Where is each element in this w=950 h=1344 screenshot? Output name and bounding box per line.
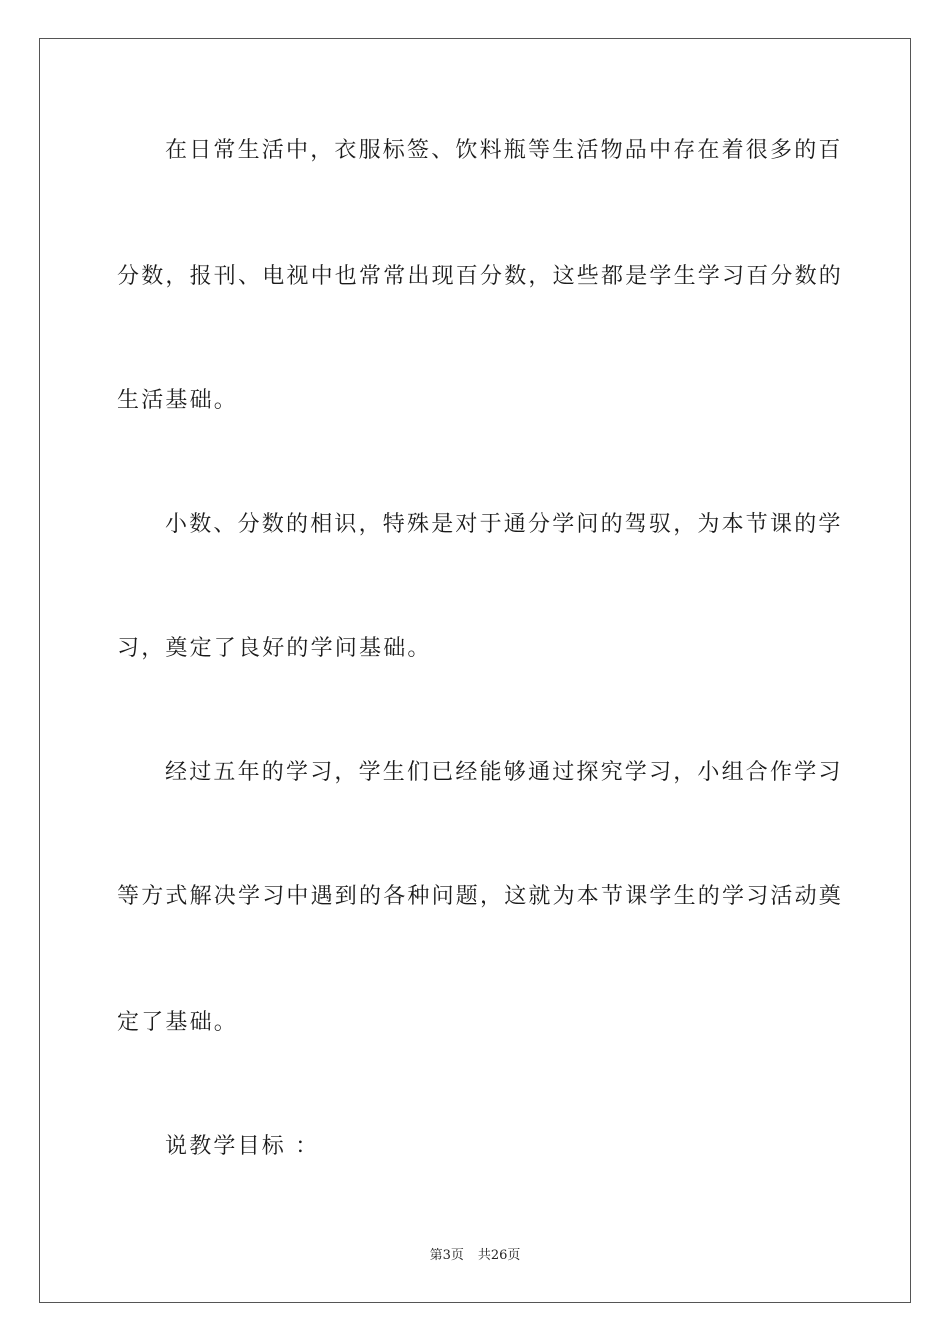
page-border (39, 38, 911, 1303)
paragraph-3-line-3: 定了基础。 (117, 1010, 239, 1035)
paragraph-1-line-3: 生活基础。 (117, 388, 239, 413)
paragraph-3-line-1: 经过五年的学习，学生们已经能够通过探究学习，小组合作学习 (165, 760, 843, 785)
paragraph-1-line-1: 在日常生活中，衣服标签、饮料瓶等生活物品中存在着很多的百 (165, 138, 843, 163)
page-footer (0, 1246, 950, 1266)
total-pages: 共26页 (477, 1248, 521, 1263)
paragraph-3-line-2: 等方式解决学习中遇到的各种问题，这就为本节课学生的学习活动奠 (117, 884, 844, 909)
page-number: 第3页 (429, 1248, 464, 1263)
paragraph-2-line-1: 小数、分数的相识，特殊是对于通分学问的驾驭，为本节课的学 (165, 512, 843, 537)
paragraph-1-line-2: 分数，报刊、电视中也常常出现百分数，这些都是学生学习百分数的 (117, 264, 844, 289)
section-heading: 说教学目标 ： (165, 1134, 320, 1159)
paragraph-2-line-2: 习，奠定了良好的学问基础。 (117, 636, 432, 661)
